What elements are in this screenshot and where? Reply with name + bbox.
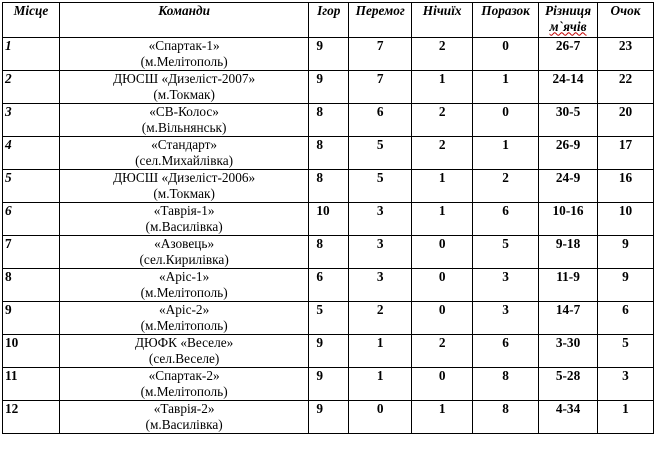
cell-losses: 8 xyxy=(473,401,539,434)
team-city: (м.Мелітополь) xyxy=(140,284,228,300)
cell-games: 5 xyxy=(309,302,349,335)
cell-losses: 1 xyxy=(473,137,539,170)
header-draws: Нічиїх xyxy=(412,3,473,38)
cell-draws: 1 xyxy=(412,203,473,236)
team-city: (сел.Веселе) xyxy=(148,350,220,366)
cell-place: 6 xyxy=(3,203,60,236)
cell-wins: 3 xyxy=(349,236,412,269)
cell-games: 9 xyxy=(309,401,349,434)
cell-points: 1 xyxy=(598,401,654,434)
cell-losses: 6 xyxy=(473,203,539,236)
cell-losses: 1 xyxy=(473,71,539,104)
table-row xyxy=(3,401,654,434)
cell-games: 9 xyxy=(309,368,349,401)
cell-goal-difference: 30-5 xyxy=(539,104,598,137)
cell-wins: 3 xyxy=(349,269,412,302)
cell-team xyxy=(59,203,308,236)
cell-place: 5 xyxy=(3,170,60,203)
cell-draws: 1 xyxy=(412,170,473,203)
cell-games: 8 xyxy=(309,170,349,203)
cell-goal-difference: 4-34 xyxy=(539,401,598,434)
cell-place: 8 xyxy=(3,269,60,302)
cell-place: 11 xyxy=(3,368,60,401)
cell-wins: 1 xyxy=(349,335,412,368)
cell-points: 16 xyxy=(598,170,654,203)
header-points: Очок xyxy=(598,3,654,38)
cell-points: 3 xyxy=(598,368,654,401)
team-name: «Таврія-2» xyxy=(153,401,215,416)
cell-draws: 2 xyxy=(412,104,473,137)
cell-losses: 0 xyxy=(473,38,539,71)
cell-wins: 7 xyxy=(349,38,412,71)
header-team: Команди xyxy=(59,3,308,38)
header-place: Місце xyxy=(3,3,60,38)
cell-points: 10 xyxy=(598,203,654,236)
table-row xyxy=(3,203,654,236)
team-city: (м.Вільнянськ) xyxy=(141,119,227,135)
standings-table xyxy=(2,2,654,434)
team-city: (м.Василівка) xyxy=(145,218,223,234)
cell-place: 9 xyxy=(3,302,60,335)
cell-place: 10 xyxy=(3,335,60,368)
cell-draws: 0 xyxy=(412,368,473,401)
cell-team xyxy=(59,335,308,368)
cell-points: 22 xyxy=(598,71,654,104)
cell-goal-difference: 5-28 xyxy=(539,368,598,401)
team-name: «Спартак-1» xyxy=(148,38,220,53)
team-city: (м.Токмак) xyxy=(153,185,215,201)
cell-team xyxy=(59,368,308,401)
header-losses: Поразок xyxy=(473,3,539,38)
table-row xyxy=(3,38,654,71)
cell-points: 23 xyxy=(598,38,654,71)
header-diff-line2: м`ячів xyxy=(549,18,587,34)
table-body xyxy=(3,38,654,434)
cell-team xyxy=(59,170,308,203)
cell-wins: 0 xyxy=(349,401,412,434)
cell-draws: 2 xyxy=(412,38,473,71)
team-city: (сел.Михайлівка) xyxy=(135,152,234,168)
cell-place: 3 xyxy=(3,104,60,137)
team-city: (м.Мелітополь) xyxy=(140,317,228,333)
cell-losses: 0 xyxy=(473,104,539,137)
team-name: «Азовець» xyxy=(154,236,215,251)
cell-wins: 2 xyxy=(349,302,412,335)
cell-points: 9 xyxy=(598,269,654,302)
cell-games: 9 xyxy=(309,71,349,104)
cell-draws: 0 xyxy=(412,236,473,269)
team-city: (м.Мелітополь) xyxy=(140,53,228,69)
cell-points: 17 xyxy=(598,137,654,170)
cell-draws: 0 xyxy=(412,269,473,302)
cell-wins: 5 xyxy=(349,170,412,203)
cell-draws: 2 xyxy=(412,137,473,170)
cell-goal-difference: 26-7 xyxy=(539,38,598,71)
cell-team xyxy=(59,137,308,170)
team-name: «Стандарт» xyxy=(151,137,218,152)
cell-games: 8 xyxy=(309,236,349,269)
cell-goal-difference: 24-9 xyxy=(539,170,598,203)
team-city: (м.Василівка) xyxy=(145,416,223,432)
cell-goal-difference: 10-16 xyxy=(539,203,598,236)
team-name: ДЮСШ «Дизеліст-2006» xyxy=(113,170,256,185)
cell-goal-difference: 26-9 xyxy=(539,137,598,170)
team-name: «Таврія-1» xyxy=(153,203,215,218)
header-goal-difference xyxy=(539,3,598,38)
cell-points: 20 xyxy=(598,104,654,137)
cell-wins: 1 xyxy=(349,368,412,401)
cell-losses: 2 xyxy=(473,170,539,203)
cell-games: 10 xyxy=(309,203,349,236)
cell-draws: 2 xyxy=(412,335,473,368)
table-row xyxy=(3,269,654,302)
cell-goal-difference: 24-14 xyxy=(539,71,598,104)
cell-team xyxy=(59,38,308,71)
cell-place: 1 xyxy=(3,38,60,71)
cell-losses: 3 xyxy=(473,269,539,302)
cell-games: 8 xyxy=(309,137,349,170)
team-city: (м.Токмак) xyxy=(153,86,215,102)
cell-team xyxy=(59,269,308,302)
cell-team xyxy=(59,302,308,335)
cell-wins: 7 xyxy=(349,71,412,104)
table-row xyxy=(3,335,654,368)
cell-games: 8 xyxy=(309,104,349,137)
cell-games: 9 xyxy=(309,335,349,368)
cell-losses: 8 xyxy=(473,368,539,401)
cell-team xyxy=(59,401,308,434)
cell-draws: 0 xyxy=(412,302,473,335)
table-row xyxy=(3,170,654,203)
cell-team xyxy=(59,104,308,137)
cell-place: 12 xyxy=(3,401,60,434)
cell-team xyxy=(59,236,308,269)
table-row xyxy=(3,71,654,104)
header-diff-line1: Різниця xyxy=(545,3,592,18)
table-row xyxy=(3,302,654,335)
header-row xyxy=(3,3,654,38)
table-row xyxy=(3,236,654,269)
cell-wins: 5 xyxy=(349,137,412,170)
team-name: «Спартак-2» xyxy=(148,368,220,383)
cell-draws: 1 xyxy=(412,71,473,104)
table-row xyxy=(3,368,654,401)
cell-wins: 3 xyxy=(349,203,412,236)
cell-points: 5 xyxy=(598,335,654,368)
cell-wins: 6 xyxy=(349,104,412,137)
team-name: ДЮСШ «Дизеліст-2007» xyxy=(113,71,256,86)
cell-games: 6 xyxy=(309,269,349,302)
cell-goal-difference: 11-9 xyxy=(539,269,598,302)
team-name: «СВ-Колос» xyxy=(149,104,219,119)
cell-place: 7 xyxy=(3,236,60,269)
cell-losses: 3 xyxy=(473,302,539,335)
team-name: «Аріс-2» xyxy=(159,302,210,317)
cell-place: 4 xyxy=(3,137,60,170)
header-wins: Перемог xyxy=(349,3,412,38)
team-city: (м.Мелітополь) xyxy=(140,383,228,399)
table-row xyxy=(3,104,654,137)
cell-games: 9 xyxy=(309,38,349,71)
cell-points: 9 xyxy=(598,236,654,269)
cell-points: 6 xyxy=(598,302,654,335)
header-games: Ігор xyxy=(309,3,349,38)
cell-losses: 6 xyxy=(473,335,539,368)
table-row xyxy=(3,137,654,170)
team-city: (сел.Кирилівка) xyxy=(139,251,229,267)
cell-goal-difference: 9-18 xyxy=(539,236,598,269)
team-name: ДЮФК «Веселе» xyxy=(134,335,234,350)
cell-draws: 1 xyxy=(412,401,473,434)
cell-losses: 5 xyxy=(473,236,539,269)
team-name: «Аріс-1» xyxy=(159,269,210,284)
cell-place: 2 xyxy=(3,71,60,104)
cell-goal-difference: 14-7 xyxy=(539,302,598,335)
cell-goal-difference: 3-30 xyxy=(539,335,598,368)
table-header xyxy=(3,3,654,38)
cell-team xyxy=(59,71,308,104)
